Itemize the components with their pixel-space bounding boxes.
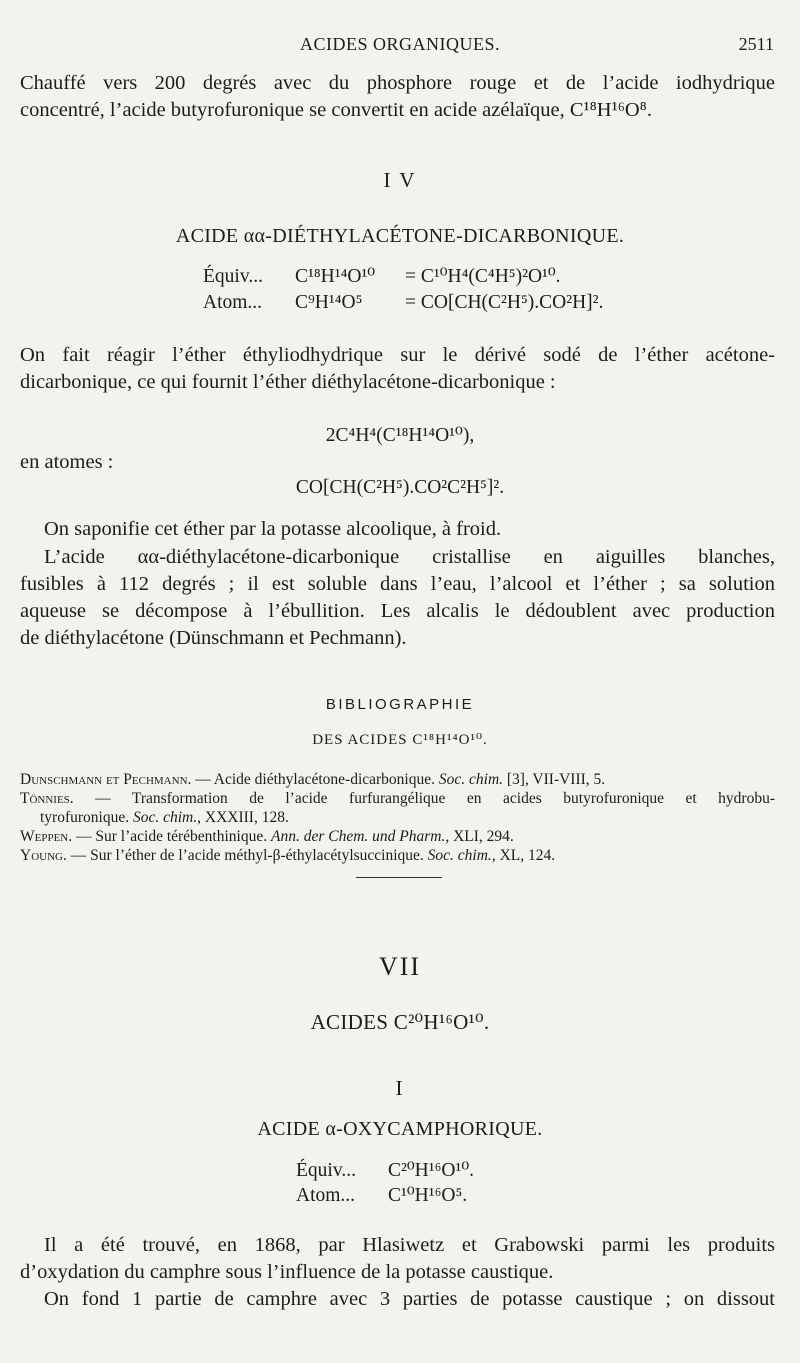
bib-text: — Transformation de l’acide furfurangélique en acides butyrofuronique et hydrobu- bbox=[73, 790, 775, 807]
chapter-number-vii: VII bbox=[378, 952, 422, 981]
section-divider bbox=[356, 877, 442, 878]
chapter-title-vii bbox=[0, 1010, 800, 1035]
bib-entry bbox=[20, 789, 775, 808]
bib-ref: [3], VII-VIII, 5. bbox=[503, 771, 606, 788]
bib-entry bbox=[20, 827, 775, 846]
atom-formula: C⁹H¹⁴O⁵ bbox=[295, 292, 363, 313]
bib-ref: , XL, 124. bbox=[491, 847, 556, 864]
bib-cont-text: tyrofuronique. bbox=[40, 809, 133, 826]
para4-line3: aqueuse se décompose à l’ébullition. Les alcalis le dédoublent avec production bbox=[20, 600, 775, 622]
equiv-label: Équiv... bbox=[203, 266, 263, 287]
para1-line2: concentré, l’acide butyrofuronique se convertit en acide azélaïque, C¹⁸H¹⁶O⁸. bbox=[20, 99, 652, 121]
para6-line1: On fond 1 partie de camphre avec 3 parties de potasse caustique ; on dissout bbox=[44, 1288, 775, 1310]
equiv-formula: C¹⁸H¹⁴O¹⁰ bbox=[295, 266, 376, 287]
para5-line2: d’oxydation du camphre sous l’influence de la potasse caustique. bbox=[20, 1261, 554, 1283]
section-number-iv: I V bbox=[383, 168, 417, 192]
atom-formula: C¹⁰H¹⁶O⁵. bbox=[388, 1185, 468, 1206]
bib-ref: , XLI, 294. bbox=[445, 828, 514, 845]
para2-en-atomes: en atomes : bbox=[20, 451, 114, 473]
para3-line1: On saponifie cet éther par la potasse alcoolique, à froid. bbox=[44, 518, 502, 540]
bib-author: Weppen. bbox=[20, 828, 73, 845]
section-title-i: ACIDE α-OXYCAMPHORIQUE. bbox=[257, 1118, 543, 1140]
bib-cont-ref: , XXXIII, 128. bbox=[197, 809, 289, 826]
running-header bbox=[0, 34, 800, 58]
bib-author: Young. bbox=[20, 847, 67, 864]
atom-expanded: = CO[CH(C²H⁵).CO²H]². bbox=[405, 292, 604, 313]
bib-sub-formula: C¹⁸H¹⁴O¹⁰. bbox=[412, 732, 488, 748]
para2-line1: On fait réagir l’éther éthyliodhydrique sur le dérivé sodé de l’éther acétone- bbox=[20, 344, 775, 366]
bib-journal: Soc. chim. bbox=[427, 847, 492, 864]
para2-formula2: CO[CH(C²H⁵).CO²C²H⁵]². bbox=[295, 477, 505, 498]
bib-text: — Sur l’éther de l’acide méthyl-β-éthylacétylsuccinique. bbox=[66, 847, 428, 864]
formula-atom-i bbox=[296, 1183, 467, 1209]
bib-author: Dunschmann et Pechmann. bbox=[20, 771, 192, 788]
bib-journal: Ann. der Chem. und Pharm. bbox=[270, 828, 446, 845]
bib-author: Tönnies. bbox=[20, 790, 74, 807]
para1-line1: Chauffé vers 200 degrés avec du phosphore rouge et de l’acide iodhydrique bbox=[20, 72, 775, 94]
para5-line1: Il a été trouvé, en 1868, par Hlasiwetz et Grabowski parmi les produits bbox=[44, 1234, 775, 1256]
para4-line2: fusibles à 112 degrés ; il est soluble dans l’eau, l’alcool et l’éther ; sa solution bbox=[20, 573, 775, 595]
equiv-expanded: = C¹⁰H⁴(C⁴H⁵)²O¹⁰. bbox=[405, 266, 561, 287]
bib-text: — Sur l’acide térébenthinique. bbox=[72, 828, 271, 845]
bib-text: — Acide diéthylacétone-dicarbonique. bbox=[191, 771, 439, 788]
page-number: 2511 bbox=[738, 34, 774, 54]
bib-journal: Soc. chim. bbox=[438, 771, 504, 788]
bib-entry bbox=[20, 846, 775, 865]
atom-label: Atom... bbox=[203, 292, 263, 313]
equiv-formula: C²⁰H¹⁶O¹⁰. bbox=[388, 1160, 475, 1181]
atom-label: Atom... bbox=[296, 1185, 356, 1206]
chapter-title-formula: C²⁰H¹⁶O¹⁰. bbox=[393, 1010, 490, 1034]
para2-formula1: 2C⁴H⁴(C¹⁸H¹⁴O¹⁰), bbox=[325, 425, 475, 446]
para2-line2: dicarbonique, ce qui fournit l’éther diéthylacétone-dicarbonique : bbox=[20, 371, 556, 393]
section-number-i: I bbox=[395, 1076, 405, 1100]
bibliography-subheading bbox=[0, 730, 800, 749]
bib-cont-journal: Soc. chim. bbox=[132, 809, 198, 826]
running-title: ACIDES ORGANIQUES. bbox=[299, 34, 500, 54]
formula-equiv-i bbox=[296, 1158, 474, 1184]
section-title-iv: ACIDE αα-DIÉTHYLACÉTONE-DICARBONIQUE. bbox=[175, 225, 625, 247]
bib-sub-prefix: DES ACIDES bbox=[312, 732, 408, 748]
bibliography-heading: BIBLIOGRAPHIE bbox=[325, 696, 475, 713]
bib-entry-continuation bbox=[20, 808, 775, 827]
equiv-label: Équiv... bbox=[296, 1160, 356, 1181]
para4-line4: de diéthylacétone (Dünschmann et Pechmann). bbox=[20, 627, 407, 649]
bibliography-list bbox=[20, 770, 775, 865]
para4-line1: L’acide αα-diéthylacétone-dicarbonique cristallise en aiguilles blanches, bbox=[44, 546, 775, 568]
formula-equiv-iv bbox=[203, 264, 561, 290]
formula-atom-iv bbox=[203, 290, 603, 316]
chapter-title-prefix: ACIDES bbox=[310, 1010, 389, 1034]
bib-entry bbox=[20, 770, 775, 789]
